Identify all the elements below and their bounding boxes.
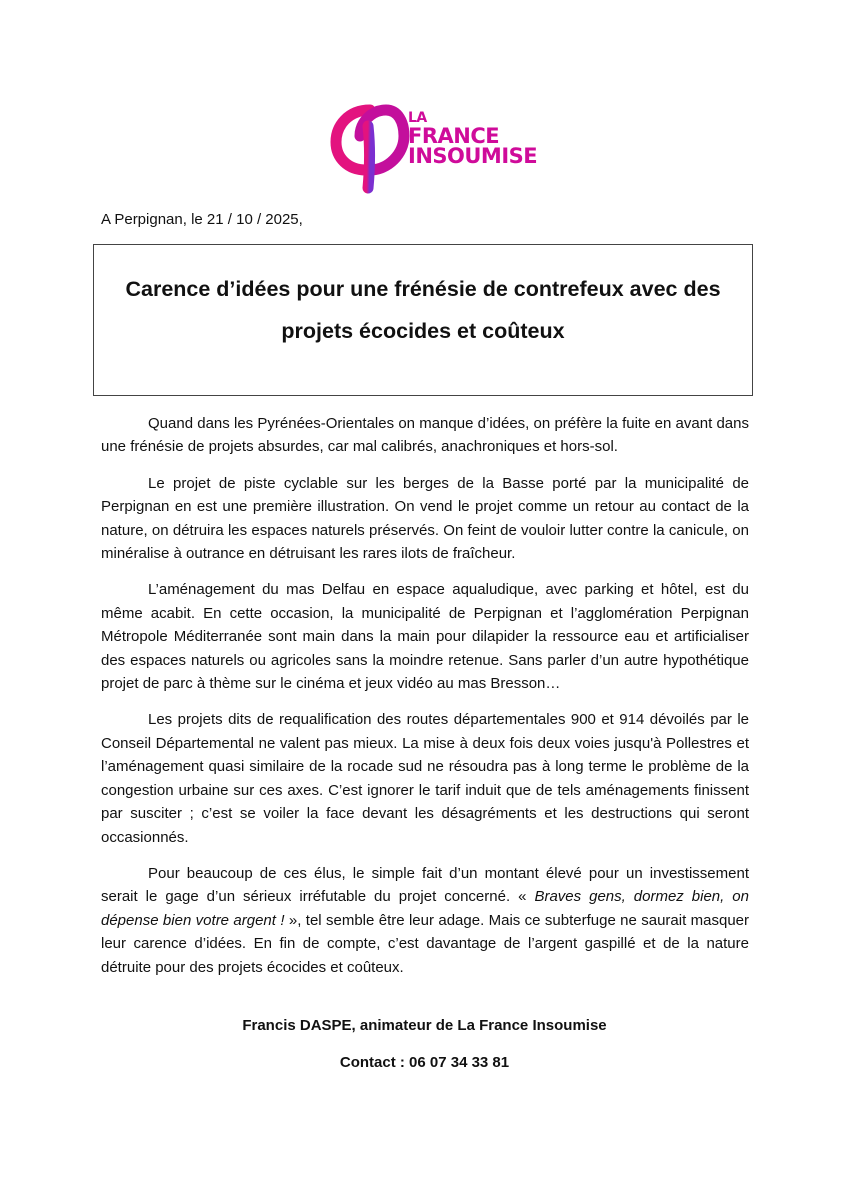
logo-line-2: FRANCE — [408, 124, 500, 148]
logo-wordmark — [408, 110, 537, 166]
paragraph: L’aménagement du mas Delfau en espace aqualudique, avec parking et hôtel, est du même acabit. En cette occasion, la municipalité de Perpignan et l’agglomération Perpignan Métropole Méditerranée sont main dans la main pour dilapider la ressource eau et artificialiser des espaces naturels ou agricoles sans la moindre retenue. Sans parler d’un autre hypothétique projet de parc à thème sur le cinéma et jeux vidéo au mas Bresson… — [101, 581, 749, 693]
signature: Francis DASPE, animateur de La France Insoumise — [242, 1017, 607, 1034]
quote-text: Braves gens, dormez bien, on dépense bien votre argent ! — [101, 888, 749, 929]
contact: Contact : 06 07 34 33 81 — [339, 1054, 510, 1071]
paragraph: Le projet de piste cyclable sur les berges de la Basse porté par la municipalité de Perpignan en est une première illustration. On vend le projet comme un retour au contact de la nature, on détruira les espaces naturels préservés. On feint de vouloir lutter contre la canicule, on minéralise à outrance en détruisant les rares ilots de fraîcheur. — [101, 474, 749, 563]
paragraph-text: », tel semble être leur adage. Mais ce subterfuge ne saurait masquer leur carence d’idées. En fin de compte, c’est davantage de l’argent gaspillé et de la nature détruite pour des projets écocides et coûteux. — [101, 911, 749, 976]
paragraph-text: Pour beaucoup de ces élus, le simple fait d’un montant élevé pour un investissement serait le gage d’un sérieux irréfutable du projet concerné. « — [101, 864, 749, 906]
paragraph: Les projets dits de requalification des routes départementales 900 et 914 dévoilés par le Conseil Départemental ne valent pas mieux. La mise à deux fois deux voies jusqu'à Pollestres et l’aménagement quasi similaire de la rocade sud ne résoudra pas à long terme le problème de la congestion urbaine sur ces axes. C’est ignorer le tarif induit que de tels aménagements finissent par susciter ; c’est se voiler la face devant les désagréments et les destructions qui seront occasionnés. — [101, 711, 749, 846]
logo-line-3: INSOUMISE — [408, 144, 538, 168]
lfi-logo — [330, 96, 538, 196]
title-box — [93, 244, 753, 396]
paragraph: Quand dans les Pyrénées-Orientales on manque d’idées, on préfère la fuite en avant dans une frénésie de projets absurdes, car mal calibrés, anachroniques et hors-sol. — [101, 415, 749, 456]
logo-line-1: LA — [408, 110, 427, 126]
phi-logo-icon — [330, 96, 410, 196]
dateline: A Perpignan, le 21 / 10 / 2025, — [101, 211, 303, 228]
paragraph-last — [101, 862, 749, 979]
document-title: Carence d’idées pour une frénésie de contrefeux avec des projets écocides et coûteux — [125, 277, 721, 343]
body-text — [101, 412, 749, 992]
